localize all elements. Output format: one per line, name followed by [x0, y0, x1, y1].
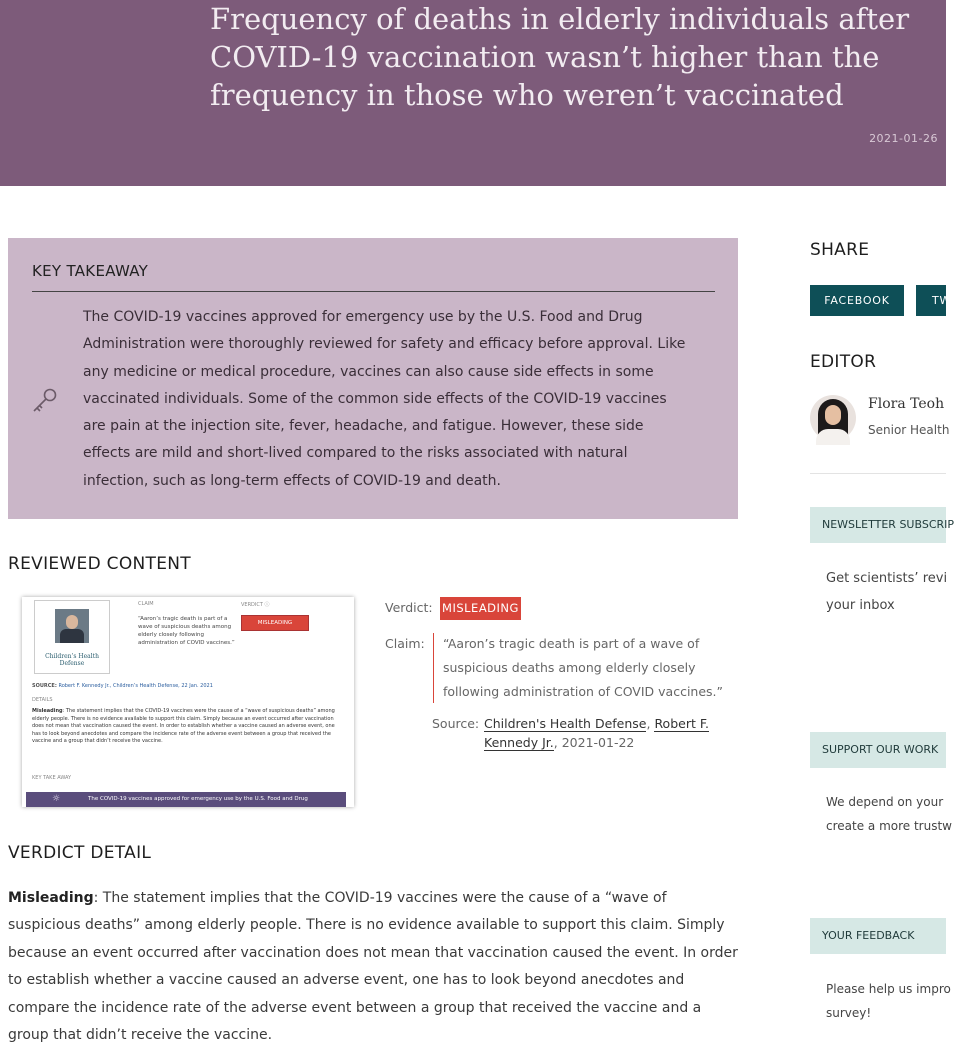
reviewed-content-heading: REVIEWED CONTENT [8, 554, 191, 574]
key-takeaway-box [8, 238, 738, 519]
newsletter-label: NEWSLETTER SUBSCRIP [822, 518, 954, 531]
thumbnail-key-bar [26, 792, 346, 807]
verdict-detail-heading: VERDICT DETAIL [8, 843, 152, 863]
thumbnail-verdict-label: VERDICT ⓘ [241, 602, 270, 608]
thumbnail-source-link: Robert F. Kennedy Jr., Children’s Health Defense, 22 Jan. 2021 [58, 683, 213, 689]
source-link-chd[interactable]: Children's Health Defense [484, 716, 647, 731]
editor-avatar[interactable] [810, 395, 856, 441]
newsletter-box [810, 507, 954, 543]
thumbnail-source-label: SOURCE: [32, 683, 57, 689]
thumbnail-details [32, 708, 344, 746]
author-photo [55, 609, 89, 643]
sun-icon: ☼ [52, 794, 61, 804]
source-link-rfk[interactable]: Robert F. Kennedy Jr. [484, 716, 710, 750]
verdict-label: Verdict: [385, 600, 433, 615]
claim-text: “Aaron’s tragic death is part of a wave of suspicious deaths among elderly closely following administration of COVID vaccines.” [443, 636, 723, 699]
thumbnail-details-bold: Misleading [32, 708, 63, 714]
source-separator: , [646, 716, 655, 731]
avatar-face [825, 405, 841, 425]
thumbnail-verdict-badge: MISLEADING [241, 615, 309, 631]
support-label: SUPPORT OUR WORK [822, 743, 939, 756]
support-box [810, 732, 946, 768]
publish-date: 2021-01-26 [869, 132, 938, 145]
source-label: Source: [432, 716, 480, 731]
key-icon [30, 386, 60, 416]
avatar-shirt [816, 429, 850, 445]
support-text-1: We depend on your [826, 795, 944, 809]
feedback-label: YOUR FEEDBACK [822, 929, 915, 942]
editor-role: Senior Health [868, 423, 950, 437]
reviewed-content-thumbnail[interactable] [22, 597, 354, 807]
photo-body-shape [60, 629, 84, 643]
verdict-detail-bold: Misleading [8, 890, 94, 906]
page-title: Frequency of deaths in elderly individuals after COVID-19 vaccination wasn’t higher than the frequency in those who weren’t vaccinated [210, 2, 910, 112]
claim-accent-bar [433, 633, 434, 703]
claim-label: Claim: [385, 636, 425, 651]
feedback-text-1: Please help us impro [826, 982, 951, 996]
twitter-share-button[interactable]: TW [916, 285, 946, 316]
editor-heading: EDITOR [810, 352, 877, 372]
newsletter-text-1: Get scientists’ revi [826, 571, 948, 586]
verdict-detail-text [8, 885, 743, 1049]
thumbnail-photo-card [34, 600, 110, 674]
photo-head-shape [66, 615, 78, 629]
key-takeaway-text: The COVID-19 vaccines approved for emergency use by the U.S. Food and Drug Administration were thoroughly reviewed for safety and efficacy before approval. Like any medicine or medical procedure, vaccines can also cause side effects in some vaccinated individuals. Some of the common side effects of the COVID-19 vaccines are pain at the injection site, fever, headache, and fatigue. However, these side effects are mild and short-lived compared to the risks associated with natural infection, such as long-term effects of COVID-19 and death. [83, 309, 686, 489]
hero-banner [0, 0, 946, 186]
sidebar-divider [810, 473, 946, 474]
source-line [484, 714, 724, 752]
thumbnail-claim: “Aaron’s tragic death is part of a wave of suspicious deaths among elderly closely following administration of COVID vaccines.” [138, 616, 235, 646]
support-text-2: create a more trustw [826, 819, 952, 833]
thumbnail-key-text: The COVID-19 vaccines approved for emergency use by the U.S. Food and Drug [88, 796, 308, 802]
thumbnail-claim-label: CLAIM [138, 601, 154, 607]
thumbnail-details-label: DETAILS [32, 697, 53, 703]
feedback-text-2: survey! [826, 1006, 872, 1020]
share-heading: SHARE [810, 240, 870, 260]
facebook-share-button[interactable]: FACEBOOK [810, 285, 904, 316]
newsletter-text-2: your inbox [826, 598, 895, 613]
chd-logo: Children’s Health Defense [45, 653, 99, 667]
thumbnail-key-label: KEY TAKE AWAY [32, 775, 72, 781]
verdict-badge: MISLEADING [440, 597, 521, 620]
editor-name[interactable]: Flora Teoh [868, 396, 945, 412]
source-date: , 2021-01-22 [553, 735, 635, 750]
key-takeaway-heading: KEY TAKEAWAY [32, 262, 715, 292]
thumbnail-details-text: : The statement implies that the COVID-19 vaccines were the cause of a “wave of suspicious deaths” among elderly people. There is no evidence available to support this claim. Simply because an event occurred after vaccination does not mean that vaccination caused the event. In order to establish whether a vaccine caused an adverse event, one has to look beyond anecdotes and compare the incidence rate of the adverse event between a group that received the vaccine and a group that didn’t receive the vaccine. [32, 708, 335, 744]
feedback-box [810, 918, 946, 954]
thumbnail-source [32, 683, 342, 689]
verdict-detail-body: : The statement implies that the COVID-19 vaccines were the cause of a “wave of suspicious deaths” among elderly people. There is no evidence available to support this claim. Simply because an event occurred after vaccination does not mean that vaccination caused the event. In order to establish whether a vaccine caused an adverse event, one has to look beyond anecdotes and compare the incidence rate of the adverse event between a group that received the vaccine and a group that didn’t receive the vaccine. [8, 890, 738, 1044]
